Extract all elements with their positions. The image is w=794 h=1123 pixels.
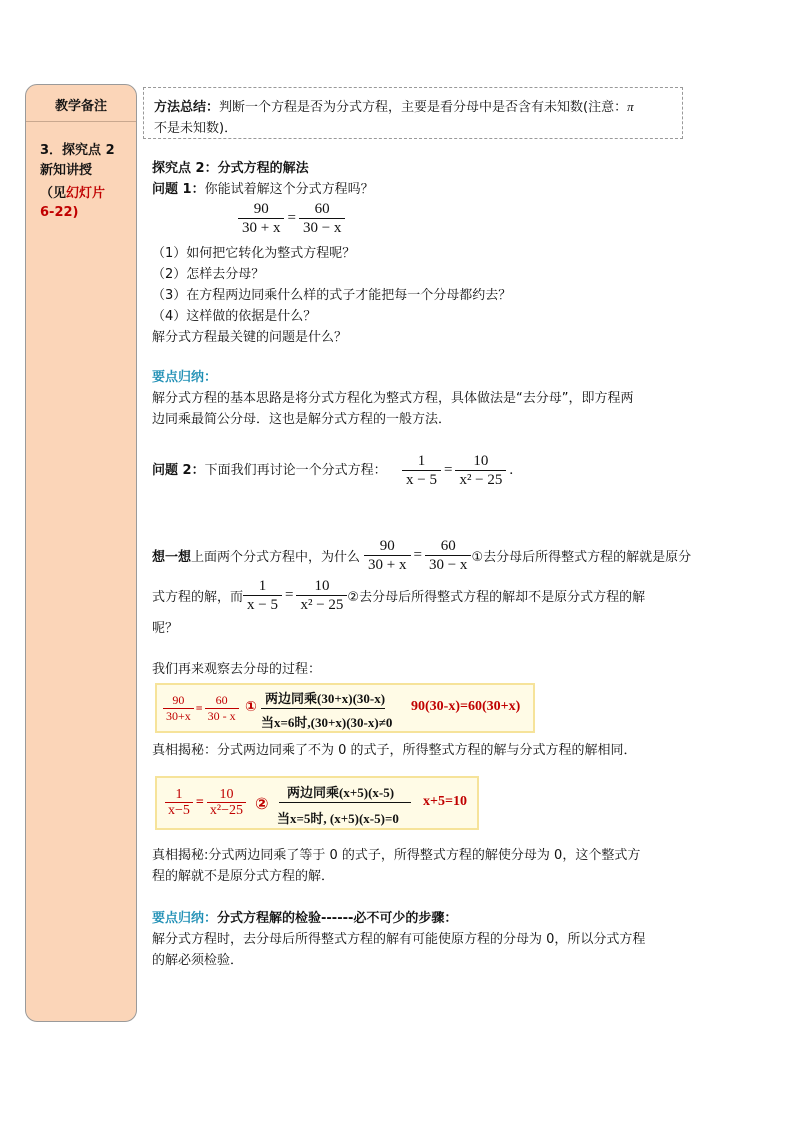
question-1-text: 你能试着解这个分式方程吗？: [204, 182, 374, 197]
box1-equation: $\frac{90}{30+x}$ = $\frac{60}{30 - x}$: [163, 693, 239, 724]
sidebar-line-4: [40, 205, 78, 220]
key-point-1-line-2: 边同乘最简公分母．这也是解分式方程的一般方法．: [152, 412, 452, 427]
sidebar-slide-ref: 幻灯片: [66, 186, 106, 201]
truth-1: 真相揭秘：分式两边同乘了不为 0 的式子，所得整式方程的解与分式方程的解相同．: [152, 743, 637, 758]
think-eq1-left: $\frac{90}{30 + x}$: [364, 537, 410, 574]
question-1-item-1: （1）如何把它转化为整式方程呢？: [152, 246, 356, 261]
question-2-label: 问题 2：: [152, 463, 205, 478]
question-2: [152, 460, 387, 481]
summary-label: 方法总结：: [154, 100, 220, 115]
question-2-equation: [402, 452, 516, 489]
key-point-2-label: 要点归纳：: [152, 911, 218, 926]
key-point-2-line-1: 解分式方程时，去分母后所得整式方程的解有可能使原方程的分母为 0，所以分式方程: [152, 932, 646, 947]
demo-box-2: [155, 776, 479, 830]
box1-bottom-text: 当x=6时,(30+x)(30-x)≠0: [261, 715, 393, 730]
eq2-period: .: [509, 462, 514, 478]
sidebar-title: 教学备注: [54, 99, 107, 114]
sidebar-divider: [26, 121, 136, 122]
key-point-2-line-2: 的解必须检验．: [152, 953, 244, 968]
question-1-label: 问题 1：: [152, 182, 205, 197]
box2-bottom-text: 当x=5时, (x+5)(x-5)=0: [277, 811, 399, 826]
sidebar-line-3-pre: （见: [40, 186, 67, 201]
teaching-notes-sidebar: [25, 84, 137, 1022]
key-point-1-label: 要点归纳：: [152, 370, 218, 385]
box2-equation: $\frac{1}{x-5}$ = $\frac{10}{\text{x²−25}}$: [165, 787, 246, 818]
think-text-1: 上面两个分式方程中，为什么: [191, 550, 361, 565]
think-text-2: ①去分母后所得整式方程的解就是原分: [471, 550, 692, 565]
truth-2-line-2: 程的解就不是原分式方程的解．: [152, 869, 335, 884]
sidebar-slide-range: 6-22): [40, 205, 79, 220]
box2-top-text: 两边同乘(x+5)(x-5): [287, 785, 395, 800]
question-1: [152, 179, 374, 200]
question-1-item-3: （3）在方程两边同乘什么样的式子才能把每一个分母都约去？: [152, 288, 512, 303]
method-summary-box: [143, 87, 683, 139]
summary-text-2: 不是未知数)．: [154, 121, 238, 136]
sidebar-line-2: 新知讲授: [40, 163, 93, 178]
think-line-3: 呢？: [152, 621, 179, 636]
eq1-right-fraction: $\frac{60}{30 - x}$: [299, 200, 345, 237]
question-1-item-2: （2）怎样去分母？: [152, 267, 265, 282]
summary-pi: π: [627, 99, 634, 114]
think-eq2-right: $\frac{10}{\text{x² − 25}}$: [296, 577, 347, 614]
think-text-3: 式方程的解，而: [152, 590, 244, 605]
key-point-1-line-1: 解分式方程的基本思路是将分式方程化为整式方程，具体做法是“去分母”，即方程两: [152, 391, 634, 406]
think-line-1: 想一想上面两个分式方程中，为什么 $\frac{90}{30 + x}$ = $\frac{60}{30 - x}$ ①去分母后所得整式方程的解就是原分: [152, 538, 692, 573]
box2-arrow-line: [279, 802, 411, 803]
question-1-equation: [238, 200, 345, 237]
summary-text: 判断一个方程是否为分式方程，主要是看分母中是否含有未知数(注意：: [219, 100, 628, 115]
box1-arrow-line: [261, 708, 385, 709]
box1-mark: ①: [245, 699, 257, 715]
eq1-left-fraction: $\frac{90}{30 + x}$: [238, 200, 284, 237]
sidebar-line-3: [40, 182, 105, 201]
section-title: 探究点 2：分式方程的解法: [152, 161, 309, 176]
think-text-4: ②去分母后所得整式方程的解却不是原分式方程的解: [347, 590, 646, 605]
think-label: 想一想: [152, 550, 192, 565]
question-2-text: 下面我们再讨论一个分式方程：: [204, 463, 387, 478]
observe-text: 我们再来观察去分母的过程：: [152, 662, 322, 677]
think-line-2: 式方程的解，而 $\frac{1}{x - 5}$ = $\frac{10}{\text{x² − 25}}$ ②去分母后所得整式方程的解却不是原分式方程的解: [152, 578, 646, 613]
eq2-right-fraction: $\frac{10}{\text{x² − 25}}$: [455, 452, 506, 489]
key-point-2-heading: [152, 908, 457, 929]
think-eq1-right: $\frac{60}{30 - x}$: [425, 537, 471, 574]
truth-2-line-1: 真相揭秘:分式两边同乘了等于 0 的式子，所得整式方程的解使分母为 0，这个整式方: [152, 848, 641, 863]
eq2-left-fraction: $\frac{1}{x - 5}$: [402, 452, 441, 489]
demo-box-1: [155, 683, 535, 733]
box2-mark: ②: [255, 794, 269, 813]
key-point-2-title: 分式方程解的检验------必不可少的步骤：: [217, 911, 458, 926]
box2-result: x+5=10: [423, 794, 467, 809]
sidebar-line-1: 3．探究点 2: [40, 143, 115, 158]
key-question: 解分式方程最关键的问题是什么？: [152, 330, 348, 345]
eq1-equals: =: [287, 210, 296, 226]
question-1-item-4: （4）这样做的依据是什么？: [152, 309, 317, 324]
box1-top-text: 两边同乘(30+x)(30-x): [265, 691, 386, 706]
eq2-equals: =: [443, 462, 453, 478]
box1-result: 90(30-x)=60(30+x): [411, 699, 521, 714]
think-eq2-left: $\frac{1}{x - 5}$: [243, 577, 282, 614]
